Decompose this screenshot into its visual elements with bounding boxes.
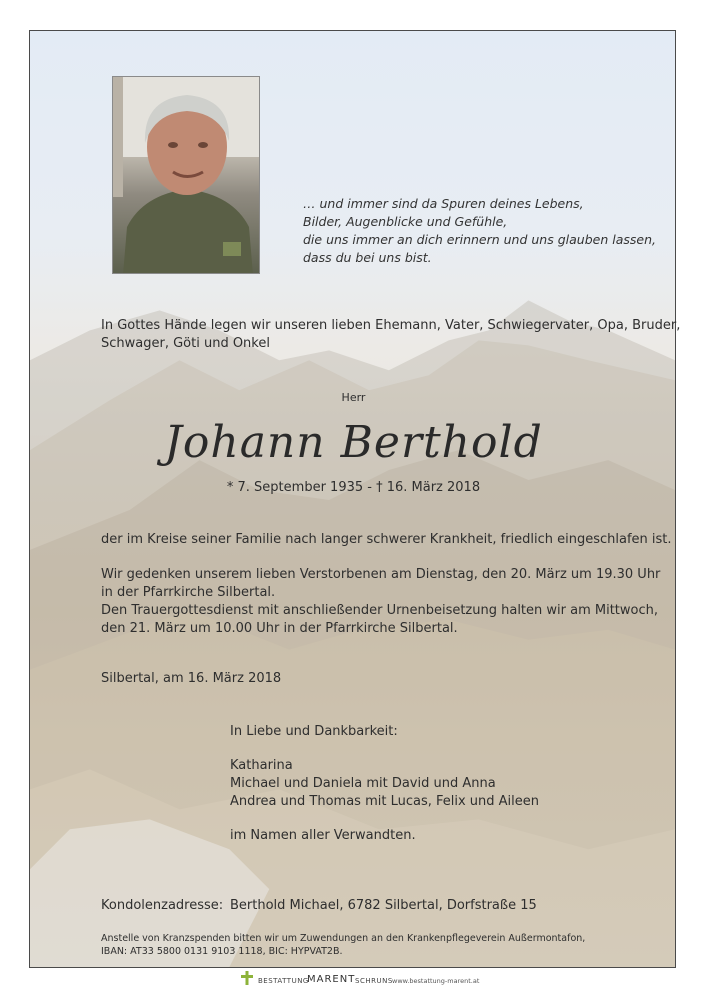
death-text: der im Kreise seiner Familie nach langer schwerer Krankheit, friedlich eingeschlafen ist. [101, 532, 672, 547]
funeral-home-footer [0, 968, 707, 999]
family-member: Andrea und Thomas mit Lucas, Felix und Aileen [230, 794, 540, 809]
footer-url[interactable]: www.bestattung-marent.at [392, 977, 480, 985]
ceremony-line: den 21. März um 10.00 Uhr in der Pfarrkirche Silbertal. [101, 621, 458, 636]
footer-prefix: BESTATTUNG [258, 977, 309, 985]
intro-line: Schwager, Göti und Onkel [101, 336, 270, 351]
footer-brand: MARENT [307, 974, 356, 985]
place-date: Silbertal, am 16. März 2018 [101, 671, 282, 686]
family-member: Katharina [230, 758, 293, 773]
condolence-address: Berthold Michael, 6782 Silbertal, Dorfstraße 15 [230, 898, 537, 913]
family-member: Michael und Daniela mit David und Anna [230, 776, 496, 791]
ceremony-line: Wir gedenken unserem lieben Verstorbenen am Dienstag, den 20. März um 19.30 Uhr [101, 567, 661, 582]
relatives-line: im Namen aller Verwandten. [230, 828, 416, 843]
quote-block [303, 195, 656, 267]
intro-line: In Gottes Hände legen wir unseren lieben Ehemann, Vater, Schwiegervater, Opa, Bruder, [101, 318, 681, 333]
salutation: Herr [341, 391, 366, 404]
donation-line: IBAN: AT33 5800 0131 9103 1118, BIC: HYPVAT2B. [101, 946, 343, 957]
quote-line: … und immer sind da Spuren deines Lebens, [303, 196, 584, 211]
quote-line: dass du bei uns bist. [303, 250, 432, 265]
life-dates: * 7. September 1935 - † 16. März 2018 [226, 480, 481, 495]
donation-line: Anstelle von Kranzspenden bitten wir um Zuwendungen an den Krankenpflegeverein Außermontafon, [101, 933, 586, 944]
cross-leaf-icon [240, 970, 254, 986]
portrait-photo [112, 76, 260, 274]
ceremony-line: in der Pfarrkirche Silbertal. [101, 585, 276, 600]
ceremony-line: Den Trauergottesdienst mit anschließender Urnenbeisetzung halten wir am Mittwoch, [101, 603, 659, 618]
deceased-name: Johann Berthold [164, 417, 543, 468]
condolence-label: Kondolenzadresse: [101, 898, 224, 913]
quote-line: die uns immer an dich erinnern und uns glauben lassen, [303, 232, 656, 247]
quote-line: Bilder, Augenblicke und Gefühle, [303, 214, 508, 229]
footer-town: SCHRUNS [355, 977, 393, 985]
love-line: In Liebe und Dankbarkeit: [230, 724, 398, 739]
